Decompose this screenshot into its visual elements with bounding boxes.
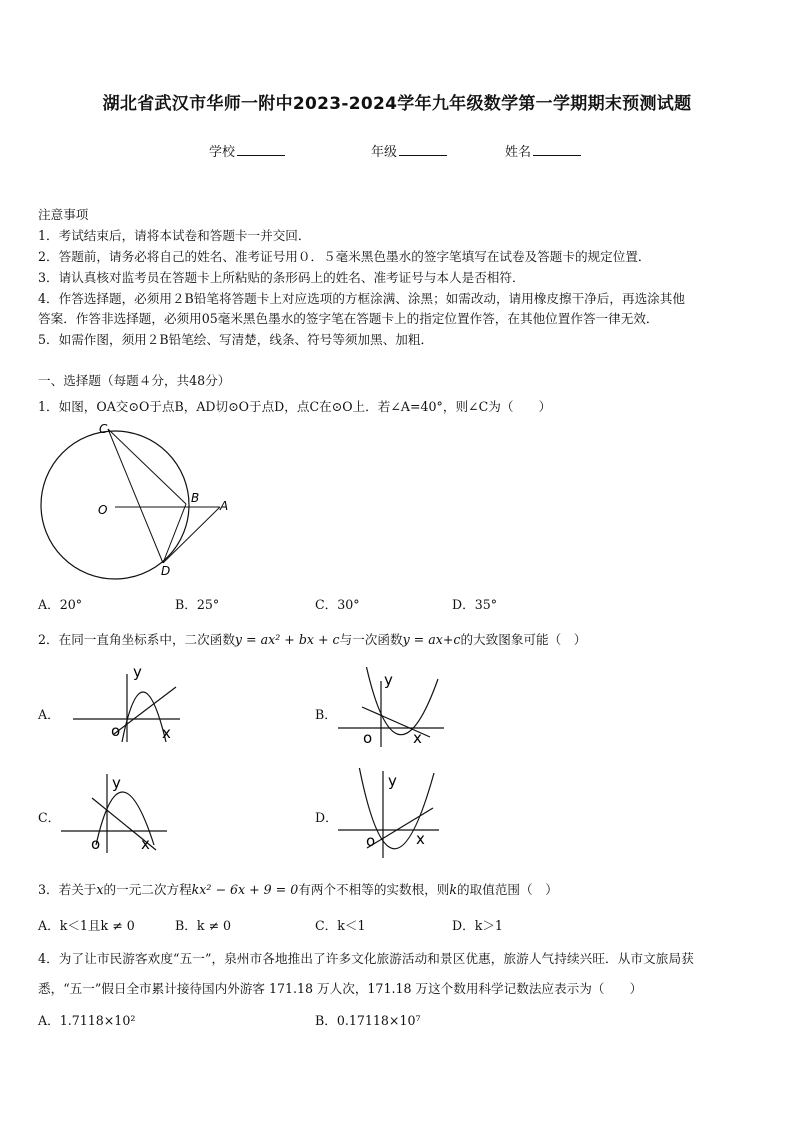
circle-tangent-figure: [36, 420, 236, 580]
section-heading: 一、选择题（每题４分，共48分）: [38, 373, 231, 388]
notice-item: 4．作答选择题，必须用２B铅笔将答题卡上对应选项的方框涂满、涂黑；如需改动，请用橡皮擦干净后，再选涂其他: [38, 291, 685, 306]
graph-c: [60, 769, 170, 853]
notice-item: 3．请认真核对监考员在答题卡上所粘贴的条形码上的姓名、准考证号与本人是否相符．: [38, 270, 525, 285]
option-d[interactable]: D．35°: [452, 597, 498, 612]
option-c[interactable]: C．: [38, 810, 61, 825]
notice-heading: 注意事项: [38, 207, 89, 222]
point-a-label: A: [220, 499, 229, 513]
question-4-stem: 4．为了让市民游客欢度“五一”，泉州市各地推出了许多文化旅游活动和景区优惠，旅游人气持续兴旺．从市文旅局获: [38, 951, 694, 966]
stem-text: 的一元二次方程: [103, 882, 192, 897]
option-a[interactable]: A．: [38, 707, 60, 722]
origin-label: o: [363, 729, 373, 747]
y-axis-label: y: [133, 663, 142, 681]
name-blank[interactable]: [533, 143, 581, 156]
grade-blank[interactable]: [399, 143, 447, 156]
x-axis-label: x: [141, 835, 150, 853]
y-axis-label: y: [384, 671, 393, 689]
option-d[interactable]: D．k＞1: [452, 918, 503, 933]
option-b[interactable]: B．: [315, 707, 337, 722]
question-4-stem-cont: 悉，“五一”假日全市累计接待国内外游客 171.18 万人次，171.18 万这个数用科学记数法应表示为（ ）: [38, 981, 643, 996]
option-b[interactable]: B．25°: [175, 597, 220, 612]
option-a[interactable]: A．20°: [38, 597, 83, 612]
point-o-label: O: [98, 503, 108, 517]
y-axis-label: y: [388, 772, 397, 790]
name-field[interactable]: [505, 141, 581, 160]
option-b[interactable]: B．k ≠ 0: [175, 918, 232, 933]
option-c[interactable]: C．30°: [315, 597, 360, 612]
school-blank[interactable]: [237, 143, 285, 156]
quadratic-formula: y = ax² + bx + c: [234, 632, 340, 647]
quadratic-equation: kx² − 6x + 9 = 0: [191, 882, 299, 897]
graph-d: [335, 768, 447, 860]
linear-formula: y = ax+c: [402, 632, 461, 647]
notice-item: 2．答题前，请务必将自己的姓名、准考证号用０．５毫米黑色墨水的签字笔填写在试卷及答题卡的规定位置．: [38, 249, 651, 264]
option-c[interactable]: C．k＜1: [315, 918, 366, 933]
page-title: 湖北省武汉市华师一附中2023-2024学年九年级数学第一学期期末预测试题: [102, 94, 692, 114]
point-c-label: C: [99, 422, 108, 436]
stem-text: 与一次函数: [339, 632, 403, 647]
option-d[interactable]: D．: [315, 810, 338, 825]
question-1-stem: 1．如图，OA交⊙O于点B，AD切⊙O于点D，点C在⊙O上．若∠A=40°，则∠C为（ ）: [38, 399, 552, 414]
variable-k: k: [449, 882, 458, 897]
notice-item: 5．如需作图，须用２B铅笔绘、写清楚，线条、符号等须加黑、加粗．: [38, 332, 434, 347]
origin-label: o: [91, 835, 101, 853]
origin-label: o: [111, 722, 121, 740]
graph-a: [66, 660, 186, 742]
x-axis-label: x: [162, 724, 171, 742]
x-axis-label: x: [413, 729, 422, 747]
name-label: 姓名: [505, 145, 532, 160]
question-2-stem: [38, 629, 586, 648]
notice-item: 答案．作答非选择题，必须用05毫米黑色墨水的签字笔在答题卡上的指定位置作答，在其他位置作答一律无效．: [38, 311, 659, 326]
grade-label: 年级: [371, 145, 398, 160]
stem-text: 的取值范围（ ）: [457, 882, 558, 897]
notice-item: 1．考试结束后，请将本试卷和答题卡一并交回．: [38, 228, 311, 243]
origin-label: o: [366, 832, 376, 850]
point-d-label: D: [161, 564, 171, 578]
option-b[interactable]: B．0.17118×10⁷: [315, 1013, 421, 1028]
point-b-label: B: [191, 491, 200, 505]
stem-text: 有两个不相等的实数根，则: [298, 882, 450, 897]
option-a[interactable]: A．1.7118×10²: [38, 1013, 136, 1028]
stem-text: 2．在同一直角坐标系中，二次函数: [38, 632, 235, 647]
x-axis-label: x: [416, 830, 425, 848]
y-axis-label: y: [112, 774, 121, 792]
variable-x: x: [96, 882, 104, 897]
option-a[interactable]: A．k＜1且k ≠ 0: [38, 918, 135, 933]
question-3-stem: [38, 879, 558, 898]
stem-text: 的大致图象可能（ ）: [460, 632, 587, 647]
stem-text: 3．若关于: [38, 882, 97, 897]
grade-field[interactable]: [371, 141, 447, 160]
graph-b: [336, 667, 446, 747]
school-field[interactable]: [209, 141, 285, 160]
school-label: 学校: [209, 145, 236, 160]
